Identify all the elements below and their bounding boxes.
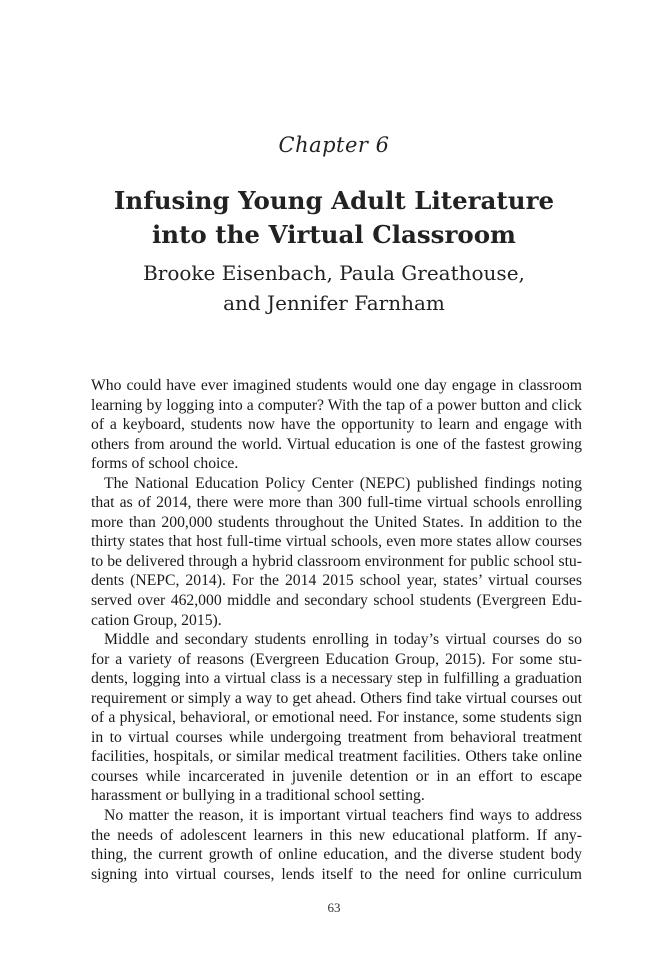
text-line: courses while incarcerated in juvenile detention or in an effort to escape <box>91 767 582 785</box>
text-line: of a keyboard, students now have the opportunity to learn and engage with <box>91 416 582 434</box>
body-paragraph <box>91 806 582 884</box>
text-line: cation Group, 2015). <box>91 611 222 629</box>
text-line: dents, logging into a virtual class is a necessary step in fulfilling a graduation <box>91 670 582 688</box>
text-line: dents (NEPC, 2014). For the 2014 2015 school year, states’ virtual courses <box>91 572 582 590</box>
text-line: the needs of adolescent learners in this new educational platform. If any- <box>91 826 582 844</box>
text-line: to be delivered through a hybrid classroom environment for public school stu- <box>91 552 582 570</box>
chapter-title-line: into the Virtual Classroom <box>152 220 516 249</box>
chapter-authors <box>0 258 650 318</box>
chapter-label: Chapter 6 <box>278 133 390 157</box>
body-paragraph <box>91 474 582 630</box>
text-line: The National Education Policy Center (NEPC) published findings noting <box>104 474 582 492</box>
chapter-title <box>0 184 650 252</box>
author-line: and Jennifer Farnham <box>223 291 445 315</box>
text-line: harassment or bullying in a traditional school setting. <box>91 787 425 805</box>
text-line: of a physical, behavioral, or emotional need. For instance, some students sign <box>91 709 582 727</box>
text-line: served over 462,000 middle and secondary school students (Evergreen Edu- <box>91 592 582 610</box>
text-line: Middle and secondary students enrolling in today’s virtual courses do so <box>104 631 582 649</box>
chapter-title-line: Infusing Young Adult Literature <box>113 186 555 215</box>
text-line: that as of 2014, there were more than 300 full-time virtual schools enrolling <box>91 494 582 512</box>
text-line: Who could have ever imagined students would one day engage in classroom <box>91 377 582 394</box>
text-line: No matter the reason, it is important virtual teachers find ways to address <box>104 807 582 825</box>
page-number: 63 <box>327 900 341 915</box>
text-line: thing, the current growth of online education, and the diverse student body <box>91 846 582 864</box>
body-paragraph <box>91 630 582 806</box>
text-line: for a variety of reasons (Evergreen Education Group, 2015). For some stu- <box>91 650 582 668</box>
text-line: more than 200,000 students throughout the United States. In addition to the <box>91 513 582 531</box>
text-line: signing into virtual courses, lends itself to the need for online curriculum <box>91 865 582 883</box>
body-paragraph <box>91 376 582 474</box>
text-line: others from around the world. Virtual education is one of the fastest growing <box>91 435 582 453</box>
text-line: facilities, hospitals, or similar medical treatment facilities. Others take online <box>91 748 582 766</box>
text-line: in to virtual courses while undergoing treatment from behavioral treatment <box>91 728 582 746</box>
chapter-body <box>91 376 582 884</box>
text-line: forms of school choice. <box>91 455 239 473</box>
text-line: learning by logging into a computer? With the tap of a power button and click <box>91 396 582 414</box>
text-line: thirty states that host full-time virtual schools, even more states allow courses <box>91 533 582 551</box>
author-line: Brooke Eisenbach, Paula Greathouse, <box>143 261 525 285</box>
text-line: requirement or simply a way to get ahead. Others find take virtual courses out <box>91 689 582 707</box>
